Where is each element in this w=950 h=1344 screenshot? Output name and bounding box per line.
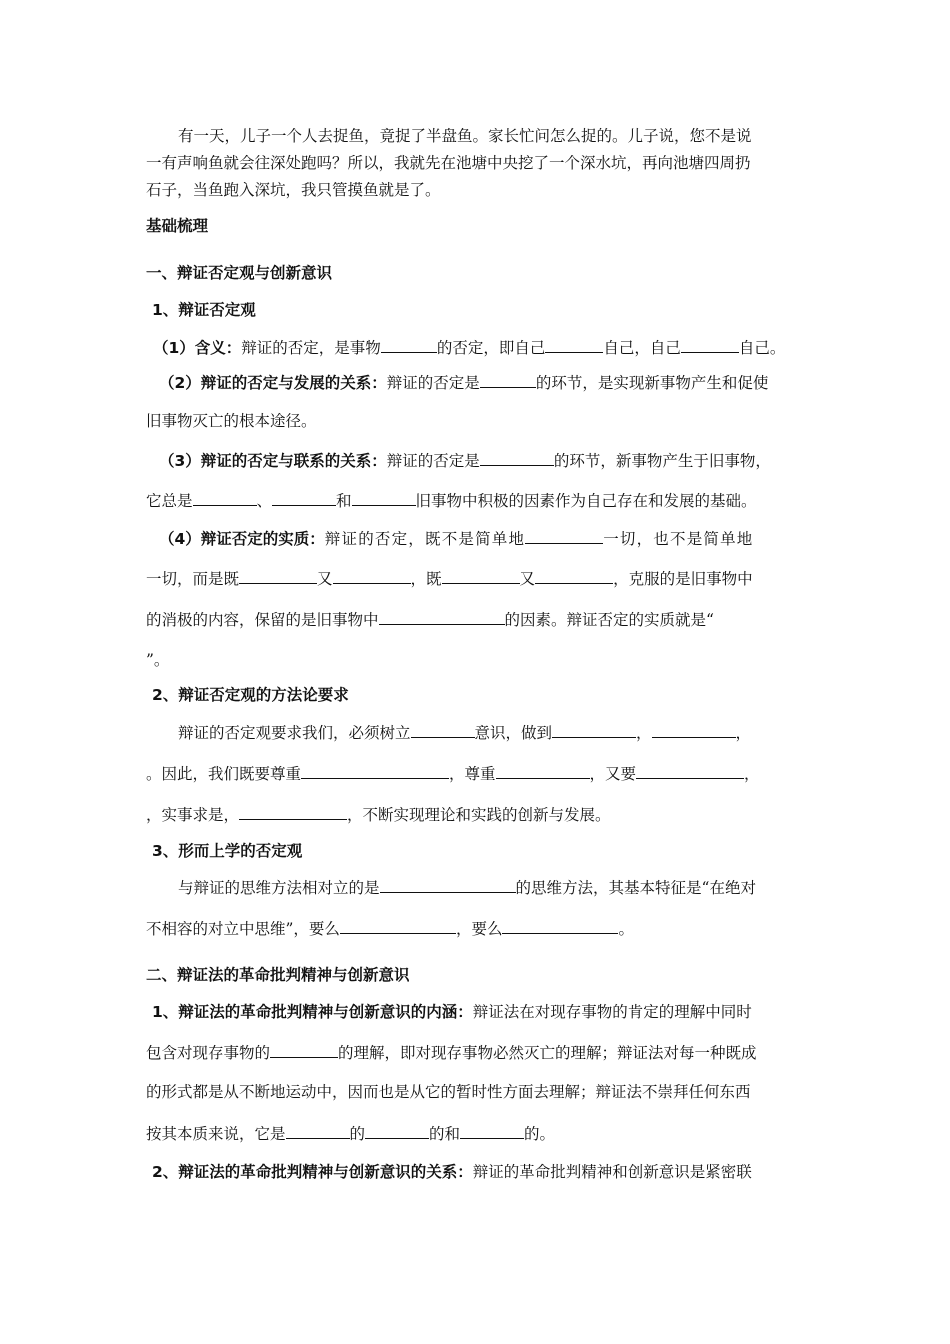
item-4-label: （4）辩证否定的实质： xyxy=(159,530,325,548)
text: 辩证的否定观要求我们，必须树立 xyxy=(178,724,411,742)
meta-line-1 xyxy=(178,877,756,898)
method-line-1 xyxy=(178,722,751,743)
blank[interactable] xyxy=(286,1123,350,1139)
s2-item-1-cont-1 xyxy=(146,1042,757,1063)
method-line-2 xyxy=(146,763,760,784)
text: ， xyxy=(735,724,752,742)
text: 的 xyxy=(349,1125,366,1143)
blank[interactable] xyxy=(365,1123,429,1139)
text: 的理解，即对现存事物必然灭亡的理解；辩证法对每一种既成 xyxy=(338,1044,757,1062)
text: 辩证的否定是 xyxy=(386,374,480,392)
text: 的。 xyxy=(524,1125,556,1143)
item-2-label: （2）辩证的否定与发展的关系： xyxy=(159,374,387,392)
method-line-3 xyxy=(146,804,611,825)
item-1-label: （1）含义： xyxy=(153,339,242,357)
intro-line-2: 一有声响鱼就会往深处跑吗？所以，我就先在池塘中央挖了一个深水坑，再向池塘四周扔 xyxy=(146,154,751,172)
text: 包含对现存事物的 xyxy=(146,1044,271,1062)
section1-sub3: 3、形而上学的否定观 xyxy=(152,842,303,860)
blank[interactable] xyxy=(460,1123,524,1139)
heading-basic: 基础梳理 xyxy=(146,217,209,235)
text: 辩证的革命批判精神和创新意识是紧密联 xyxy=(472,1163,752,1181)
blank[interactable] xyxy=(442,568,520,584)
text: ，要么 xyxy=(455,920,503,938)
blank[interactable] xyxy=(545,337,603,353)
blank[interactable] xyxy=(381,337,437,353)
blank[interactable] xyxy=(239,804,347,820)
text: ，又要 xyxy=(589,765,637,783)
blank[interactable] xyxy=(340,918,456,934)
section2-title: 二、辩证法的革命批判精神与创新意识 xyxy=(146,966,410,984)
blank[interactable] xyxy=(270,1042,338,1058)
intro-line-1: 有一天，儿子一个人去捉鱼，竟捉了半盘鱼。家长忙问怎么捉的。儿子说，您不是说 xyxy=(178,127,752,145)
blank[interactable] xyxy=(411,722,475,738)
text: ， xyxy=(744,765,760,783)
text: 。因此，我们既要尊重 xyxy=(146,765,302,783)
blank[interactable] xyxy=(352,490,416,506)
text: 辩证的否定，是事物 xyxy=(241,339,381,357)
text: 与辩证的思维方法相对立的是 xyxy=(178,879,380,897)
text: 不相容的对立中思维”，要么 xyxy=(146,920,340,938)
blank[interactable] xyxy=(480,450,554,466)
text: 它总是 xyxy=(146,492,193,510)
meta-line-2 xyxy=(146,918,634,939)
item-4 xyxy=(159,528,754,549)
blank[interactable] xyxy=(535,568,613,584)
intro-line-3: 石子，当鱼跑入深坑，我只管摸鱼就是了。 xyxy=(146,181,441,199)
text: ，尊重 xyxy=(449,765,496,783)
text: 自己，自己 xyxy=(603,339,681,357)
text: 的因素。辩证否定的实质就是“ xyxy=(504,611,714,629)
text: 一切，而是既 xyxy=(146,570,240,588)
text: 的环节，是实现新事物产生和促使 xyxy=(535,374,769,392)
blank[interactable] xyxy=(552,722,636,738)
section1-title: 一、辩证否定观与创新意识 xyxy=(146,264,333,282)
text: ， xyxy=(636,724,652,742)
text: 辩证的否定是 xyxy=(386,452,480,470)
section1-sub2: 2、辩证否定观的方法论要求 xyxy=(152,686,349,704)
item-2-cont: 旧事物灭亡的根本途径。 xyxy=(146,412,317,430)
blank[interactable] xyxy=(652,722,736,738)
text: ，不断实现理论和实践的创新与发展。 xyxy=(347,806,611,824)
s2-item-1 xyxy=(152,1002,752,1022)
blank[interactable] xyxy=(380,877,516,893)
blank[interactable] xyxy=(239,568,317,584)
item-4-cont-2 xyxy=(146,609,714,630)
s2-item-1-cont-2: 的形式都是从不断地运动中，因而也是从它的暂时性方面去理解；辩证法不崇拜任何东西 xyxy=(146,1083,751,1101)
s2-item-2-label: 2、辩证法的革命批判精神与创新意识的关系： xyxy=(152,1163,473,1181)
text: 、 xyxy=(256,492,273,510)
item-2 xyxy=(159,372,768,393)
text: 辩证的否定，既不是简单地 xyxy=(324,530,526,548)
text: 辩证法在对现存事物的肯定的理解中同时 xyxy=(472,1003,752,1021)
text: 和 xyxy=(336,492,352,510)
text: 又 xyxy=(317,570,333,588)
blank[interactable] xyxy=(502,918,618,934)
blank[interactable] xyxy=(379,609,505,625)
item-3-label: （3）辩证的否定与联系的关系： xyxy=(159,452,387,470)
blank[interactable] xyxy=(272,490,336,506)
text: ，既 xyxy=(410,570,442,588)
text: 的消极的内容，保留的是旧事物中 xyxy=(146,611,379,629)
text: 又 xyxy=(519,570,536,588)
text: 的和 xyxy=(429,1125,461,1143)
text: 意识，做到 xyxy=(474,724,553,742)
text: 的思维方法，其基本特征是“在绝对 xyxy=(515,879,756,897)
s2-item-1-cont-3 xyxy=(146,1123,555,1144)
blank[interactable] xyxy=(525,528,603,544)
text: 的环节，新事物产生于旧事物， xyxy=(553,452,771,470)
blank[interactable] xyxy=(480,372,536,388)
item-3-cont xyxy=(146,490,757,511)
text: 按其本质来说，它是 xyxy=(146,1125,286,1143)
s2-item-2 xyxy=(152,1162,752,1182)
text: 。 xyxy=(618,920,634,938)
blank[interactable] xyxy=(681,337,739,353)
text: ，实事求是， xyxy=(146,806,240,824)
text: ，克服的是旧事物中 xyxy=(613,570,753,588)
text: 的否定，即自己 xyxy=(436,339,546,357)
text: 自己。 xyxy=(738,339,786,357)
blank[interactable] xyxy=(636,763,744,779)
text: 一切，也不是简单地 xyxy=(603,530,754,548)
text: 旧事物中积极的因素作为自己存在和发展的基础。 xyxy=(415,492,757,510)
s2-item-1-label: 1、辩证法的革命批判精神与创新意识的内涵： xyxy=(152,1003,473,1021)
section1-sub1: 1、辩证否定观 xyxy=(152,301,256,319)
item-3 xyxy=(159,450,771,471)
blank[interactable] xyxy=(496,763,590,779)
item-1 xyxy=(153,337,785,358)
item-4-cont-3: ”。 xyxy=(146,651,170,669)
item-4-cont-1 xyxy=(146,568,753,589)
blank[interactable] xyxy=(333,568,411,584)
blank[interactable] xyxy=(193,490,257,506)
blank[interactable] xyxy=(301,763,449,779)
